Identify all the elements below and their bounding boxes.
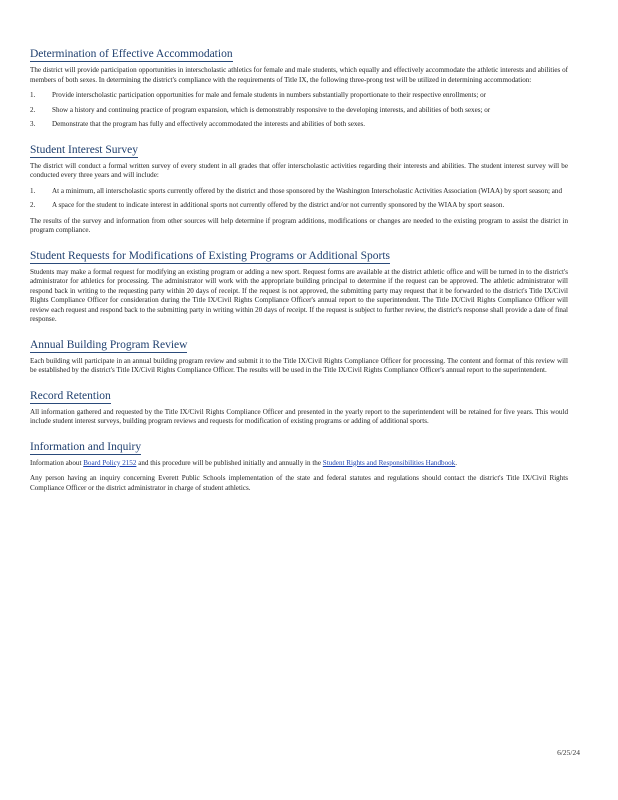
determination-intro: The district will provide participation opportunities in interscholastic athletics for female and male students, which equally and effectively accommodate the athletic interests and abilities of members of both sexes. In determining the district's compliance with the requirements of Title IX, the following three-prong test will be utilized in determining accommodation: [30,66,568,84]
inquiry-paragraph: Any person having an inquiry concerning Everett Public Schools implementation of the state and federal statutes and regulations should contact the district's Title IX/Civil Rights Compliance Officer or the district administrator in charge of student athletics. [30,474,568,492]
list-item: 2. Show a history and continuing practice of program expansion, which is demonstrably responsive to the developing interests, and abilities of both sexes; or [30,106,568,116]
heading-record-retention: Record Retention [30,389,111,402]
list-item: 3. Demonstrate that the program has fully and effectively accommodated the interests and abilities of both sexes. [30,120,568,130]
heading-annual-review: Annual Building Program Review [30,338,188,351]
survey-intro: The district will conduct a formal written survey of every student in all grades that offer interscholastic activities regarding their interests and abilities. The student interest survey will be conducted every three years and will include: [30,161,568,179]
annual-review-body: Each building will participate in an annual building program review and submit it to the Title IX/Civil Rights Compliance Officer for processing. The content and format of this review will be established by the district's Title IX/Civil Rights Compliance Officer. The results will be used in the Title IX/Civil Rights Compliance Officer's annual report to the superintendent. [30,356,568,374]
footer-date: 6/25/24 [557,748,580,757]
heading-information-inquiry: Information and Inquiry [30,440,142,453]
information-text-middle: and this procedure will be published initially and annually in the [138,458,322,467]
document-page [30,44,568,503]
student-requests-body: Students may make a formal request for modifying an existing program or adding a new sport. Request forms are available at the district athletic office and will be turned in to the district's administrator for athletics for processing. The administrator will work with the appropriate building principal to determine if the request can be approved. The athletic administrator will respond back in writing to the requesting party within 20 days of receipt. If the request is not approved, the submitting party may request that it be forwarded to the district's Title IX/Civil Rights Compliance Officer for consideration during the Title IX/Civil Rights Compliance Officer's annual report to the superintendent. The Title IX/Civil Rights Compliance Officer will review each request and respond back to the submitting party in writing within 20 days of receipt. If the request is subject to further review, the district's response shall provide a date of final response. [30,267,569,323]
survey-list [30,187,568,211]
section-information-inquiry [30,437,568,494]
heading-student-interest-survey: Student Interest Survey [30,143,138,156]
list-item: 2. A space for the student to indicate interest in additional sports not currently offered by the district and/or not currently sponsored by the WIAA by sport season. [30,201,568,211]
section-student-interest-survey [30,140,568,236]
heading-determination: Determination of Effective Accommodation [30,48,233,60]
list-item-text: Show a history and continuing practice of program expansion, which is demonstrably responsive to the developing interests, and abilities of both sexes; or [52,105,491,114]
section-record-retention [30,386,568,427]
list-item: 1. Provide interscholastic participation opportunities for male and female students in numbers substantially proportionate to their respective enrollments; or [30,91,568,101]
survey-closing: The results of the survey and information from other sources will help determine if program additions, modifications or changes are needed to the existing program to assist the district in program compliance. [30,216,568,234]
list-item-text: Provide interscholastic participation opportunities for male and female students in numbers substantially proportionate to their respective enrollments; or [52,91,486,99]
determination-list [30,91,568,130]
information-text-before: Information about [30,458,82,467]
information-text-after: . [455,458,457,467]
record-retention-body: All information gathered and requested by the Title IX/Civil Rights Compliance Officer and presented in the yearly report to the superintendent will be retained for five years. This would include student interest surveys, building program reviews and requests for modification of existing programs or adding of additional sports. [30,407,568,425]
list-item-text: A space for the student to indicate interest in additional sports not currently offered by the district and/or not currently sponsored by the WIAA by sport season. [52,201,505,209]
list-item-text: Demonstrate that the program has fully and effectively accommodated the interests and abilities of both sexes. [52,120,366,128]
information-paragraph [30,459,568,469]
student-handbook-link[interactable]: Student Rights and Responsibilities Handbook [322,458,456,467]
section-determination [30,44,568,130]
section-student-requests [30,246,568,325]
heading-student-requests: Student Requests for Modifications of Existing Programs or Additional Sports [30,249,390,262]
board-policy-link[interactable]: Board Policy 2152 [83,458,137,467]
list-item: 1. At a minimum, all interscholastic sports currently offered by the district and those sponsored by the Washington Interscholastic Activities Association (WIAA) by sport season; and [30,187,568,197]
section-annual-review [30,335,568,376]
list-item-text: At a minimum, all interscholastic sports currently offered by the district and those sponsored by the Washington Interscholastic Activities Association (WIAA) by sport season; and [52,186,563,195]
